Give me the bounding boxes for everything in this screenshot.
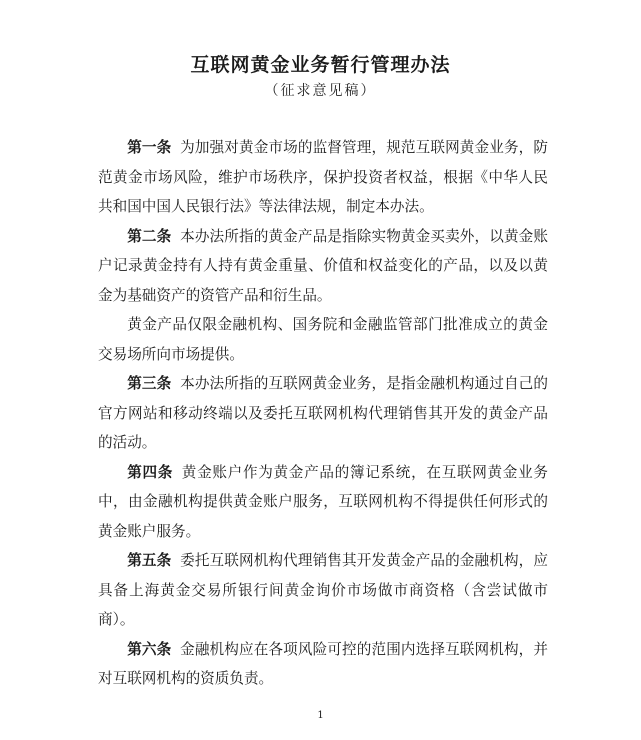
paragraph-text: 黄金产品仅限金融机构、国务院和金融监管部门批准成立的黄金交易场所向市场提供。 (98, 316, 548, 363)
paragraph-article-1 (98, 133, 548, 222)
page-number: 1 (317, 710, 324, 721)
paragraph-article-6 (98, 635, 548, 694)
article-number: 第一条 (127, 139, 172, 156)
document-subtitle: （征求意见稿） (264, 83, 377, 99)
paragraph-article-3 (98, 369, 548, 458)
document-body (98, 133, 548, 694)
paragraph-article-5 (98, 546, 548, 635)
article-number: 第二条 (127, 227, 172, 245)
paragraph-text: 本办法所指的黄金产品是指除实物黄金买卖外，以黄金账户记录黄金持有人持有黄金重量、价值和权益变化的产品，以及以黄金为基础资产的资管产品和衍生品。 (98, 227, 548, 304)
paragraph-text: 委托互联网机构代理销售其开发黄金产品的金融机构，应具备上海黄金交易所银行间黄金询价市场做市商资格（含尝试做市商）。 (98, 552, 548, 628)
article-number: 第三条 (127, 375, 172, 392)
article-number: 第五条 (127, 552, 172, 569)
article-number: 第四条 (127, 463, 174, 481)
paragraph-article-4 (98, 458, 548, 547)
article-number: 第六条 (127, 640, 172, 658)
paragraph-article-2-continued (98, 310, 548, 369)
paragraph-article-2 (98, 222, 548, 311)
paragraph-text: 黄金账户作为黄金产品的簿记系统，在互联网黄金业务中，由金融机构提供黄金账户服务，互联网机构不得提供任何形式的黄金账户服务。 (98, 463, 548, 540)
paragraph-text: 为加强对黄金市场的监督管理，规范互联网黄金业务，防范黄金市场风险，维护市场秩序，保护投资者权益，根据《中华人民共和国中国人民银行法》等法律法规，制定本办法。 (98, 139, 548, 215)
document-title: 互联网黄金业务暂行管理办法 (190, 54, 451, 76)
paragraph-text: 金融机构应在各项风险可控的范围内选择互联网机构，并对互联网机构的资质负责。 (98, 640, 548, 687)
paragraph-text: 本办法所指的互联网黄金业务，是指金融机构通过自己的官方网站和移动终端以及委托互联网机构代理销售其开发的黄金产品的活动。 (98, 375, 548, 451)
